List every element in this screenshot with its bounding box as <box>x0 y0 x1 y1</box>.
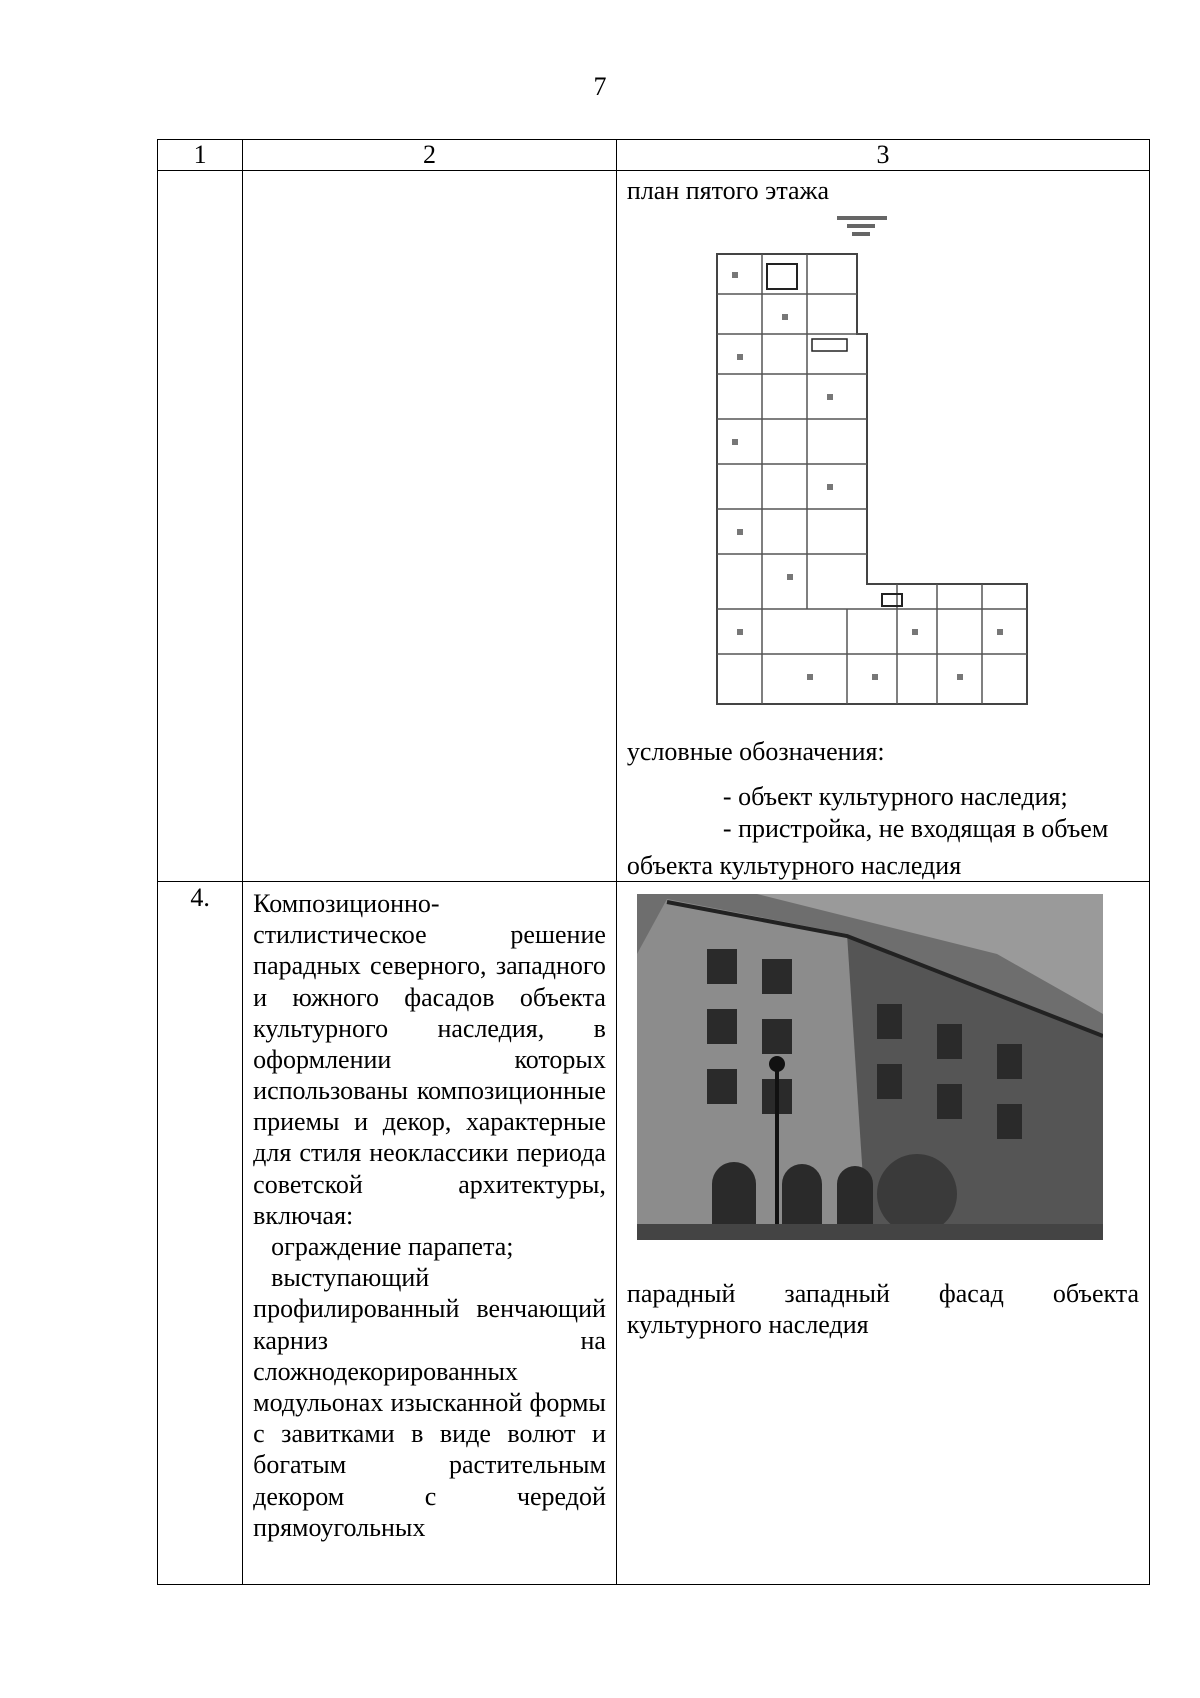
legend-item-extension-cont: объекта культурного наследия <box>626 850 962 880</box>
legend-item-heritage: - объект культурного наследия; <box>722 782 1068 812</box>
plan-caption: план пятого этажа <box>626 176 830 205</box>
table-row-4 <box>158 881 1150 1584</box>
row-4-photo-cell <box>616 881 1149 1584</box>
row-4-description-cell <box>243 881 617 1584</box>
legend-title: условные обозначения: <box>626 737 885 767</box>
floor-plan-drawing <box>697 214 1057 714</box>
header-col-3: 3 <box>616 140 1149 171</box>
header-col-2: 2 <box>243 140 617 171</box>
row-continued-col-1 <box>158 171 243 882</box>
legend-item-extension: - пристройка, не входящая в объем <box>722 813 1109 843</box>
row-number: 4. <box>158 881 243 1584</box>
description-item-parapet: ограждение парапета; <box>271 1232 514 1261</box>
row-continued-col-2 <box>243 171 617 882</box>
photo-caption: парадный западный фасад объекта культурного наследия <box>626 1278 1139 1340</box>
description-text: Композиционно-стилистическое решение парадных северного, западного и южного фасадов объекта культурного наследия, в оформлении которых использованы композиционные приемы и декор, характерные для стиля неоклассики периода советской архитектуры, включая: <box>253 888 606 1230</box>
document-table <box>157 139 1150 1585</box>
header-col-1: 1 <box>158 140 243 171</box>
row-continued-col-3 <box>616 171 1149 882</box>
page-number: 7 <box>593 72 607 101</box>
description-item-cornice: выступающий профилированный венчающий карниз на сложнодекорированных модульонах изысканной формы с завитками в виде волют и богатым растительным декором с чередой прямоугольных <box>253 1263 606 1542</box>
table-header-row <box>158 140 1150 171</box>
floor-plan-image <box>627 206 1139 726</box>
facade-photo <box>637 894 1103 1240</box>
table-row-continued <box>158 171 1150 882</box>
